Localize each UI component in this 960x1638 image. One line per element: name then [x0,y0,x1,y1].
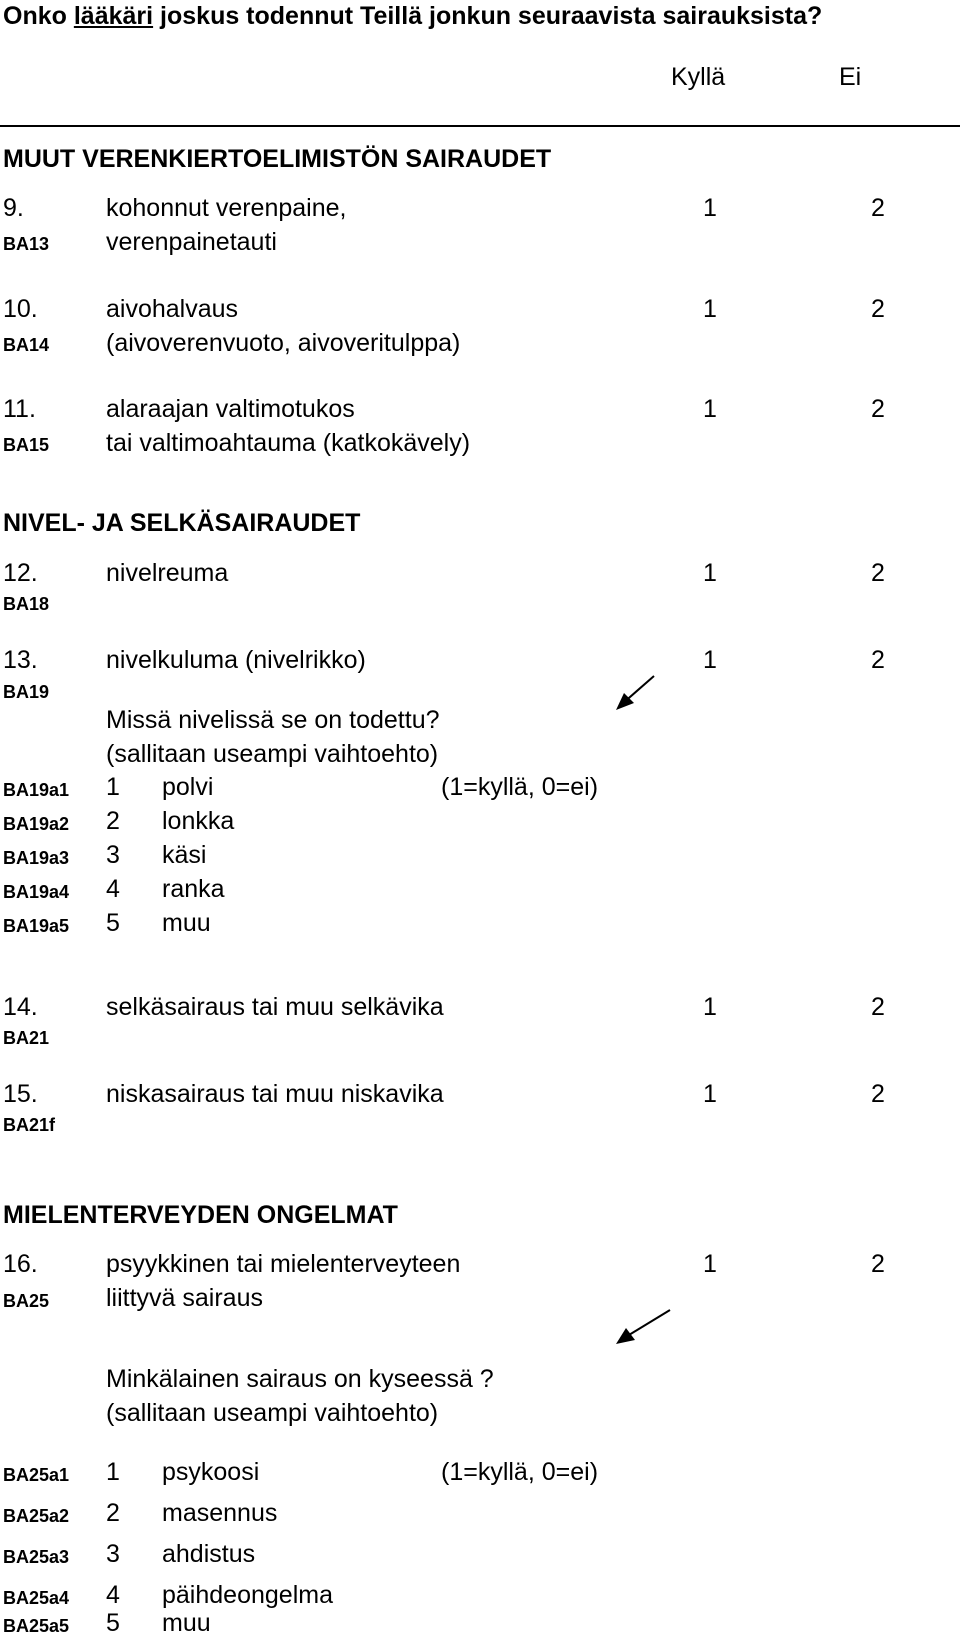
option-code: BA25a3 [3,1547,70,1567]
option-code: BA19a1 [3,780,70,800]
option-label: käsi [162,841,207,869]
answer-no-code[interactable]: 2 [871,194,885,222]
option-label: psykoosi [162,1458,260,1486]
question-text-cont: (aivoverenvuoto, aivoveritulppa) [106,329,461,357]
answer-no-code[interactable]: 2 [871,646,885,674]
option-number: 3 [106,1540,120,1568]
answer-yes-code[interactable]: 1 [703,295,717,323]
option-label: ahdistus [162,1540,256,1568]
option-code: BA19a2 [3,814,70,834]
option-number: 5 [106,1609,120,1637]
question-number: 16. [3,1250,38,1278]
option-label: muu [162,909,211,937]
option-number: 1 [106,773,120,801]
title-emphasis: lääkäri [73,2,154,30]
follow-up-note: (sallitaan useampi vaihtoehto) [106,1399,439,1427]
answer-yes-code[interactable]: 1 [703,1250,717,1278]
question-number: 10. [3,295,38,323]
answer-no-code[interactable]: 2 [871,295,885,323]
page-title: Onko lääkäri joskus todennut Teillä jonkun seuraavista sairauksista? [3,2,823,30]
option-number: 1 [106,1458,120,1486]
question-text: selkäsairaus tai muu selkävika [106,993,444,1021]
column-header-no: Ei [839,63,862,91]
question-text: nivelreuma [106,559,229,587]
arrow-down-left-icon [610,1307,674,1349]
section-heading-circulatory: MUUT VERENKIERTOELIMISTÖN SAIRAUDET [3,145,552,173]
option-label: muu [162,1609,211,1637]
question-text: kohonnut verenpaine, [106,194,347,222]
option-code: BA25a1 [3,1465,70,1485]
variable-code: BA15 [3,435,50,455]
option-code: BA19a3 [3,848,70,868]
answer-scale: (1=kyllä, 0=ei) [441,1458,599,1486]
answer-yes-code[interactable]: 1 [703,559,717,587]
follow-up-note: (sallitaan useampi vaihtoehto) [106,740,439,768]
header-divider [0,125,960,127]
option-number: 4 [106,1581,120,1609]
answer-scale: (1=kyllä, 0=ei) [441,773,599,801]
question-text: aivohalvaus [106,295,239,323]
section-heading-joints: NIVEL- JA SELKÄSAIRAUDET [3,509,361,537]
answer-no-code[interactable]: 2 [871,395,885,423]
question-text: niskasairaus tai muu niskavika [106,1080,444,1108]
answer-yes-code[interactable]: 1 [703,395,717,423]
option-label: päihdeongelma [162,1581,333,1609]
answer-no-code[interactable]: 2 [871,993,885,1021]
option-code: BA19a5 [3,916,70,936]
follow-up-question: Minkälainen sairaus on kyseessä ? [106,1365,494,1393]
option-number: 2 [106,807,120,835]
option-label: masennus [162,1499,278,1527]
variable-code: BA13 [3,234,50,254]
option-code: BA19a4 [3,882,70,902]
answer-no-code[interactable]: 2 [871,1250,885,1278]
variable-code: BA14 [3,335,50,355]
option-number: 2 [106,1499,120,1527]
arrow-down-left-icon [610,673,658,715]
option-code: BA25a4 [3,1588,70,1608]
question-text: nivelkuluma (nivelrikko) [106,646,366,674]
answer-no-code[interactable]: 2 [871,1080,885,1108]
variable-code: BA19 [3,682,50,702]
question-number: 9. [3,194,24,222]
column-header-yes: Kyllä [671,63,726,91]
answer-yes-code[interactable]: 1 [703,1080,717,1108]
option-number: 4 [106,875,120,903]
answer-yes-code[interactable]: 1 [703,646,717,674]
answer-yes-code[interactable]: 1 [703,194,717,222]
variable-code: BA25 [3,1291,50,1311]
question-number: 14. [3,993,38,1021]
option-label: polvi [162,773,214,801]
follow-up-question: Missä nivelissä se on todettu? [106,706,440,734]
section-heading-mental: MIELENTERVEYDEN ONGELMAT [3,1201,398,1229]
question-text: alaraajan valtimotukos [106,395,355,423]
question-text-cont: verenpainetauti [106,228,277,256]
question-number: 11. [3,395,36,423]
question-text-cont: liittyvä sairaus [106,1284,263,1312]
variable-code: BA21 [3,1028,50,1048]
option-number: 5 [106,909,120,937]
option-code: BA25a2 [3,1506,70,1526]
option-label: lonkka [162,807,235,835]
question-number: 12. [3,559,38,587]
answer-yes-code[interactable]: 1 [703,993,717,1021]
question-number: 15. [3,1080,38,1108]
variable-code: BA21f [3,1115,56,1135]
option-number: 3 [106,841,120,869]
answer-no-code[interactable]: 2 [871,559,885,587]
question-text: psyykkinen tai mielenterveyteen [106,1250,461,1278]
question-text-cont: tai valtimoahtauma (katkokävely) [106,429,471,457]
variable-code: BA18 [3,594,50,614]
option-label: ranka [162,875,225,903]
option-code: BA25a5 [3,1616,70,1636]
question-number: 13. [3,646,38,674]
